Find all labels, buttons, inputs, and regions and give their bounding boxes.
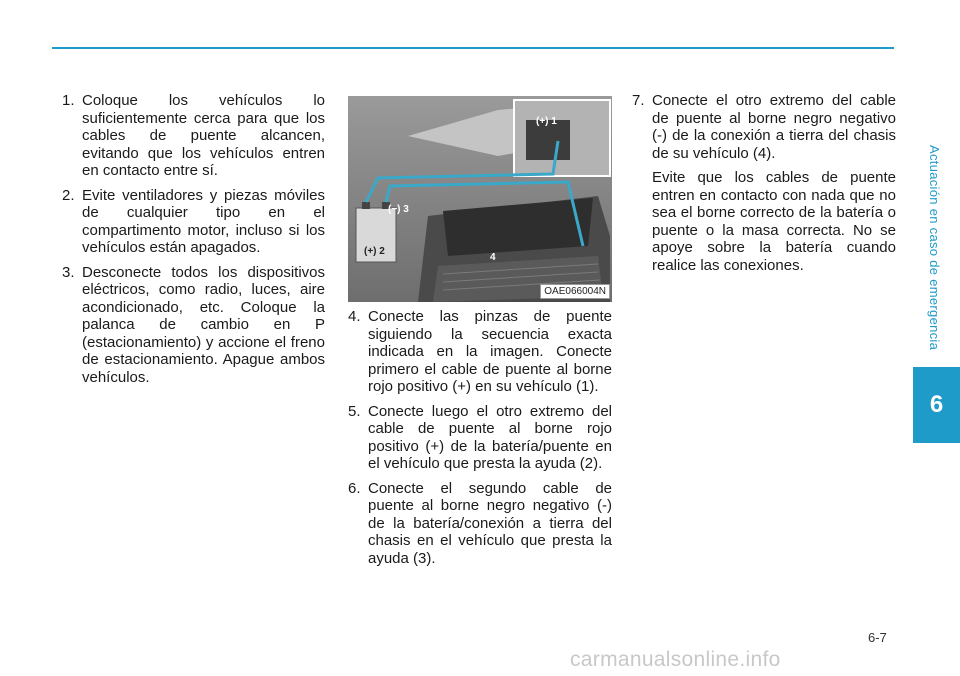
step-text: Desconecte todos los dispositivos eléctricos, como radio, luces, aire acondicionado, etc. Coloque la palanca de cambio en P (estacionamiento) y accione el freno de estacionamiento. Apague ambos vehículos. xyxy=(82,263,325,386)
step-5 xyxy=(348,403,612,473)
step-number: 7. xyxy=(632,92,645,109)
safety-note: Evite que los cables de puente entren en contacto con nada que no sea el borne correcto de la batería o puente o la masa correcta. No se apoye sobre la batería cuando realice las conexiones. xyxy=(652,169,896,274)
step-text: Conecte las pinzas de puente siguiendo la secuencia exacta indicada en la imagen. Conecte primero el cable de puente al borne rojo positivo (+) en su vehículo (1). xyxy=(368,308,612,395)
callout-3: (−) 3 xyxy=(388,204,409,215)
step-text: Conecte el segundo cable de puente al borne negro negativo (-) de la batería/conexión a tierra del chasis en el vehículo que presta la ayuda (3). xyxy=(368,479,612,567)
text-column-1 xyxy=(62,92,325,393)
step-text: Evite ventiladores y piezas móviles de cualquier tipo en el compartimento motor, incluso si los vehículos están apagados. xyxy=(82,186,325,256)
figure-code: OAE066004N xyxy=(540,284,610,299)
step-number: 5. xyxy=(348,402,361,420)
section-title: Actuación en caso de emergencia xyxy=(927,145,942,351)
step-text: Conecte luego el otro extremo del cable de puente al borne rojo positivo (+) de la batería/puente en el vehículo que presta la ayuda (2). xyxy=(368,402,612,472)
step-4 xyxy=(348,308,612,396)
step-number: 4. xyxy=(348,308,361,325)
step-text: Coloque los vehículos lo suficientemente cerca para que los cables de puente alcancen, evitando que los vehículos entren en contacto entre sí. xyxy=(82,92,325,179)
text-column-2 xyxy=(348,308,612,574)
watermark: carmanualsonline.info xyxy=(570,648,781,671)
text-column-3 xyxy=(632,92,896,274)
page-number: 6-7 xyxy=(868,630,887,645)
jump-start-figure xyxy=(348,96,612,302)
step-1 xyxy=(62,92,325,180)
step-6 xyxy=(348,480,612,568)
step-3 xyxy=(62,264,325,387)
engine-bay-illustration xyxy=(348,96,612,302)
callout-1: (+) 1 xyxy=(536,116,557,127)
step-7 xyxy=(632,92,896,162)
chapter-tab[interactable]: 6 xyxy=(913,367,960,443)
header-rule xyxy=(52,47,894,49)
step-number: 3. xyxy=(62,263,75,281)
callout-4: 4 xyxy=(490,252,496,263)
step-text: Conecte el otro extremo del cable de puente al borne negro negativo (-) de la conexión a tierra del chasis de su vehículo (4). xyxy=(652,92,896,162)
step-number: 1. xyxy=(62,92,75,109)
step-number: 2. xyxy=(62,186,75,204)
step-number: 6. xyxy=(348,479,361,497)
callout-2: (+) 2 xyxy=(364,246,385,257)
step-2 xyxy=(62,187,325,257)
